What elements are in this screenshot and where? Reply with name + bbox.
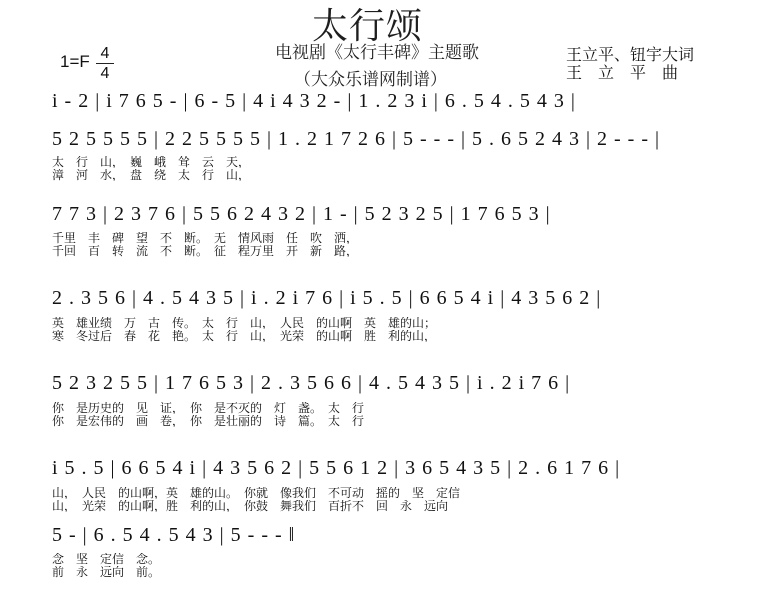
notation-line-4: 2 . 3 5 6 | 4 . 5 4 3 5 | i . 2 i 7 6 | i 5 . 5 | 6 6 5 4 i | 4 3 5 6 2 |	[52, 287, 602, 309]
lyrics-line-2-verse-2: 漳 河 水， 盘 绕 太 行 山，	[52, 169, 251, 181]
key-signature: 1=F	[60, 52, 90, 71]
lyrics-line-3-verse-2: 千回 百 转 流 不 断。 征 程万里 开 新 路，	[52, 245, 359, 257]
time-signature	[96, 46, 114, 82]
score-line-5	[52, 370, 707, 396]
notation-line-2: 5 2 5 5 5 5 | 2 2 5 5 5 5 | 1 . 2 1 7 2 6 | 5 - - - | 5 . 6 5 2 4 3 | 2 - - - |	[52, 128, 660, 150]
song-subtitle: 电视剧《太行丰碑》主题歌	[275, 43, 479, 62]
notation-line-5: 5 2 3 2 5 5 | 1 7 6 5 3 | 2 . 3 5 6 6 | 4 . 5 4 3 5 | i . 2 i 7 6 |	[52, 372, 571, 394]
score-line-2	[52, 126, 707, 152]
lyrics-line-6-verse-2: 山， 光荣 的山啊，胜 利的山， 你鼓 舞我们 百折不 回 永 远向	[52, 500, 449, 512]
credit-lyricist: 王立平、钮宇大词	[566, 47, 695, 64]
score-line-1	[52, 88, 707, 114]
key-and-meter	[60, 46, 130, 82]
notation-line-7: 5 - | 6 . 5 4 . 5 4 3 | 5 - - - ‖	[52, 524, 296, 546]
lyrics-line-5-verse-2: 你 是宏伟的 画 卷， 你 是壮丽的 诗 篇。 太 行	[52, 415, 365, 427]
credits	[566, 47, 694, 83]
lyrics-line-4-verse-2: 寒 冬过后 春 花 艳。 太 行 山， 光荣 的山啊 胜 利的山，	[52, 330, 437, 342]
score-source: （大众乐谱网制谱）	[294, 70, 447, 89]
notation-line-6: i 5 . 5 | 6 6 5 4 i | 4 3 5 6 2 | 5 5 6 1 2 | 3 6 5 4 3 5 | 2 . 6 1 7 6 |	[52, 457, 621, 479]
score-line-7	[52, 522, 707, 548]
notation-line-1: i - 2 | i 7 6 5 - | 6 - 5 | 4 i 4 3 2 - | 1 . 2 3 i | 6 . 5 4 . 5 4 3 |	[52, 90, 576, 112]
lyrics-line-3-verse-1: 千里 丰 碑 望 不 断。 无 情风雨 任 吹 洒，	[52, 232, 359, 244]
score-line-3	[52, 201, 707, 227]
lyrics-line-6-verse-1: 山， 人民 的山啊，英 雄的山。 你就 像我们 不可动 摇的 坚 定信	[52, 487, 461, 499]
lyrics-line-2-verse-1: 太 行 山， 巍 峨 耸 云 天，	[52, 156, 251, 168]
credit-composer: 王 立 平 曲	[566, 65, 679, 82]
song-title: 太行颂	[312, 6, 424, 47]
meter-top: 4	[100, 45, 110, 62]
lyrics-line-5-verse-1: 你 是历史的 见 证， 你 是不灭的 灯 盏。 太 行	[52, 402, 365, 414]
meter-divider	[96, 63, 114, 64]
lyrics-line-4-verse-1: 英 雄业绩 万 古 传。 太 行 山， 人民 的山啊 英 雄的山；	[52, 317, 437, 329]
lyrics-line-7-verse-2: 前 永 远向 前。	[52, 566, 161, 578]
lyrics-line-7-verse-1: 念 坚 定信 念。	[52, 553, 161, 565]
score-line-6	[52, 455, 707, 481]
meter-bottom: 4	[100, 65, 110, 82]
notation-line-3: 7 7 3 | 2 3 7 6 | 5 5 6 2 4 3 2 | 1 - | 5 2 3 2 5 | 1 7 6 5 3 |	[52, 203, 551, 225]
score-line-4	[52, 285, 707, 311]
